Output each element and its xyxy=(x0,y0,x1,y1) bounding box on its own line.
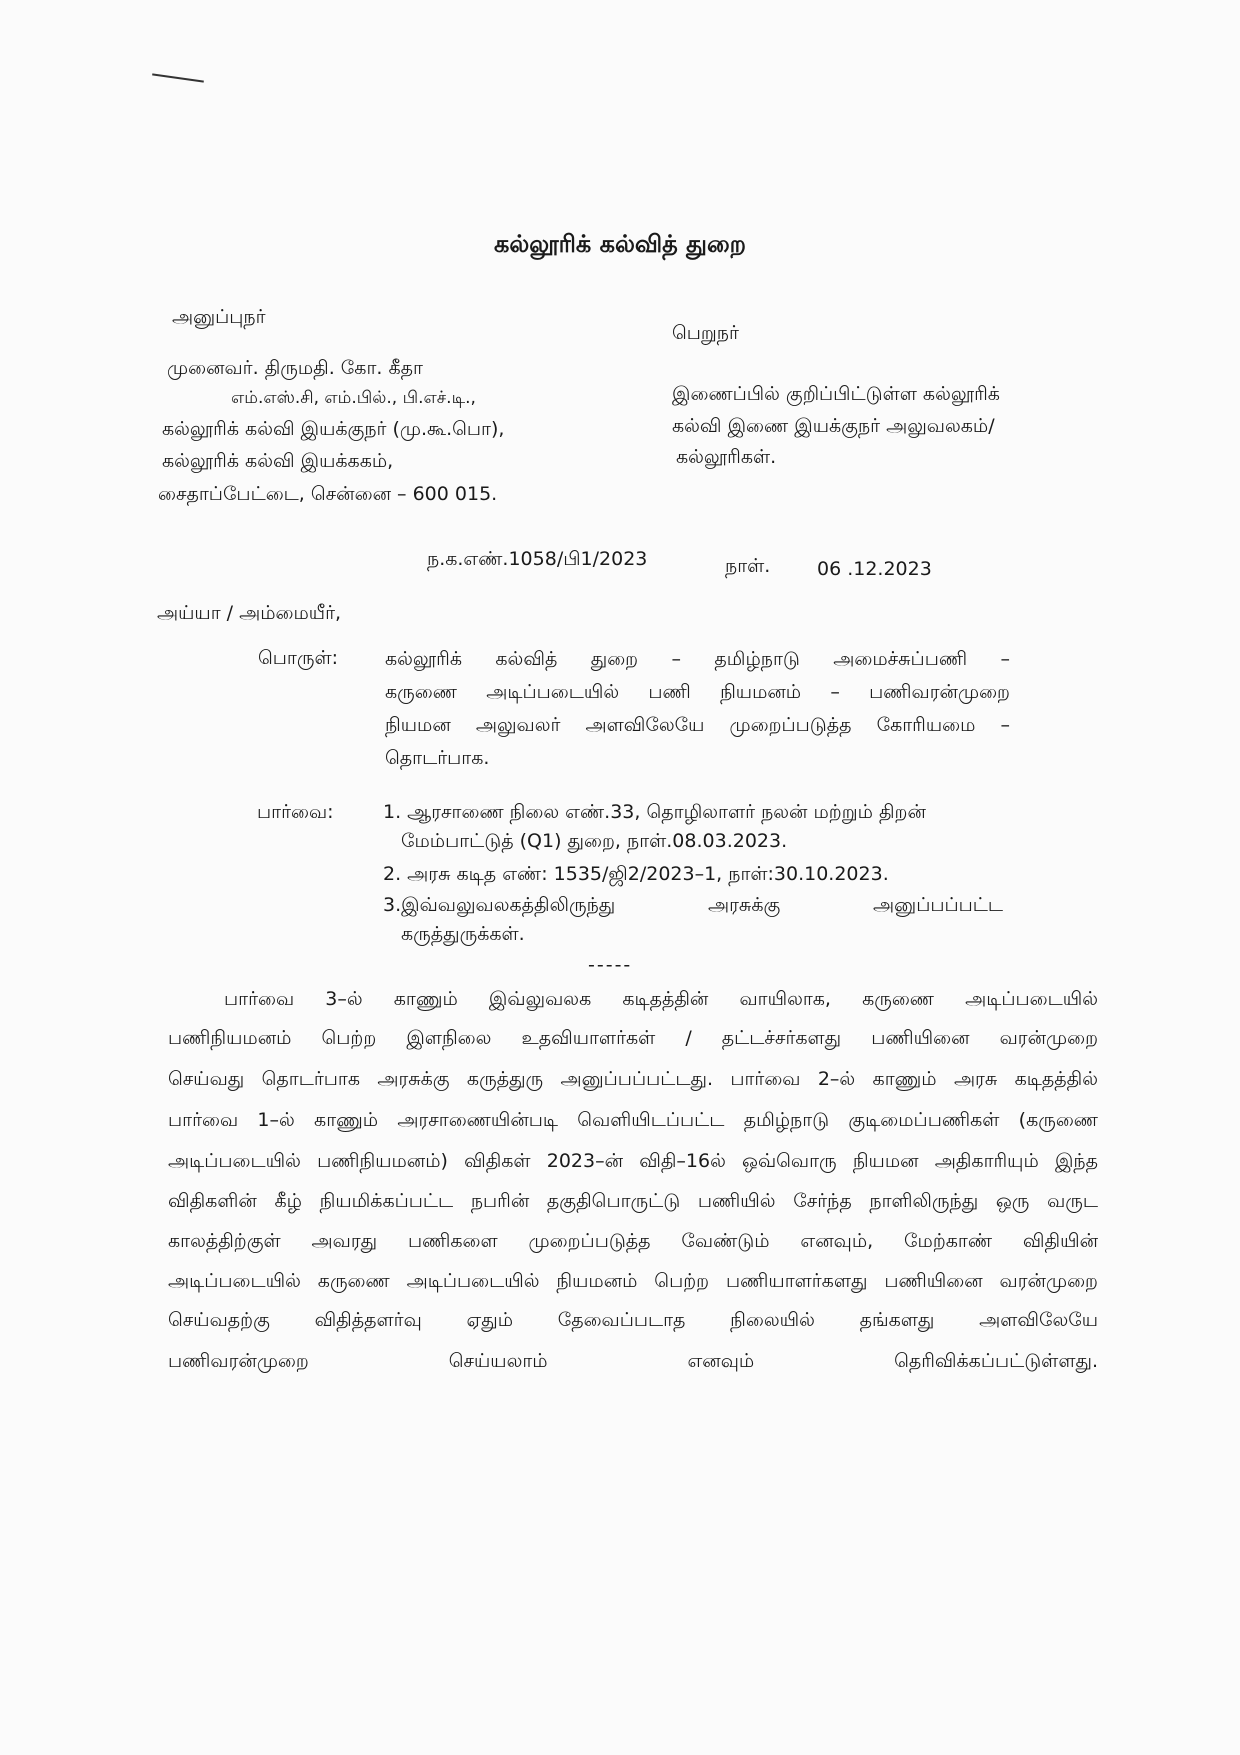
sender-line-2: எம்.எஸ்.சி, எம்.பில்., பி.எச்.டி., xyxy=(231,388,476,408)
references-label: பார்வை: xyxy=(257,801,334,823)
recipient-line-3: கல்லூரிகள். xyxy=(676,446,777,468)
recipient-line-1: இணைப்பில் குறிப்பிட்டுள்ள கல்லூரிக் xyxy=(672,383,1000,405)
separator: ----- xyxy=(588,954,633,976)
body-line-5: அடிப்படையில் பணிநியமனம்) விதிகள் 2023–ன் விதி–16ல் ஒவ்வொரு நியமன அதிகாரியும் இந்த xyxy=(168,1150,1098,1172)
body-line-4: பார்வை 1–ல் காணும் அரசாணையின்படி வெளியிடப்பட்ட தமிழ்நாடு குடிமைப்பணிகள் (கருணை xyxy=(168,1109,1098,1131)
reference-2: 2. அரசு கடித எண்: 1535/ஜி2/2023–1, நாள்:30.10.2023. xyxy=(383,863,889,885)
subject-line-3: நியமன அலுவலர் அளவிலேயே முறைப்படுத்த கோரியமை – xyxy=(385,714,1010,736)
body-line-6: விதிகளின் கீழ் நியமிக்கப்பட்ட நபரின் தகுதிபொருட்டு பணியில் சேர்ந்த நாளிலிருந்து ஒரு வருட xyxy=(168,1190,1098,1212)
recipient-label: பெறுநர் xyxy=(672,322,739,344)
recipient-line-2: கல்வி இணை இயக்குநர் அலுவலகம்/ xyxy=(672,415,995,437)
body-line-9: செய்வதற்கு விதித்தளர்வு ஏதும் தேவைப்படாத நிலையில் தங்களது அளவிலேயே xyxy=(168,1309,1098,1331)
body-line-7: காலத்திற்குள் அவரது பணிகளை முறைப்படுத்த வேண்டும் எனவும், மேற்காண் விதியின் xyxy=(168,1230,1098,1252)
body-line-3: செய்வது தொடர்பாக அரசுக்கு கருத்துரு அனுப்பப்பட்டது. பார்வை 2–ல் காணும் அரசு கடிதத்தில் xyxy=(168,1068,1098,1090)
subject-label: பொருள்: xyxy=(258,647,339,669)
reference-3-line-1: 3.இவ்வலுவலகத்திலிருந்து அரசுக்கு அனுப்பப்பட்ட xyxy=(383,894,1003,916)
reference-1-line-1: 1. ஆரசாணை நிலை எண்.33, தொழிலாளர் நலன் மற்றும் திறன் xyxy=(383,801,926,823)
sender-line-3: கல்லூரிக் கல்வி இயக்குநர் (மு.கூ.பொ), xyxy=(162,418,505,440)
reference-number: ந.க.எண்.1058/பி1/2023 xyxy=(427,548,648,570)
body-line-8: அடிப்படையில் கருணை அடிப்படையில் நியமனம் பெற்ற பணியாளர்களது பணியினை வரன்முறை xyxy=(168,1270,1098,1292)
subject-line-4: தொடர்பாக. xyxy=(385,747,490,769)
sender-line-1: முனைவர். திருமதி. கோ. கீதா xyxy=(167,357,423,379)
pen-mark xyxy=(152,73,204,82)
sender-line-4: கல்லூரிக் கல்வி இயக்ககம், xyxy=(162,450,394,472)
reference-1-line-2: மேம்பாட்டுத் (Q1) துறை, நாள்.08.03.2023. xyxy=(401,830,788,852)
body-line-2: பணிநியமனம் பெற்ற இளநிலை உதவியாளர்கள் / தட்டச்சர்களது பணியினை வரன்முறை xyxy=(168,1027,1098,1049)
reference-3-line-2: கருத்துருக்கள். xyxy=(401,923,525,945)
date-value: 06 .12.2023 xyxy=(817,558,932,580)
sender-line-5: சைதாப்பேட்டை, சென்னை – 600 015. xyxy=(158,483,498,505)
subject-line-2: கருணை அடிப்படையில் பணி நியமனம் – பணிவரன்முறை xyxy=(385,681,1010,703)
sender-label: அனுப்புநர் xyxy=(172,306,266,328)
body-line-1: பார்வை 3–ல் காணும் இவ்லுவலக கடிதத்தின் வாயிலாக, கருணை அடிப்படையில் xyxy=(224,988,1098,1010)
subject-line-1: கல்லூரிக் கல்வித் துறை – தமிழ்நாடு அமைச்சுப்பணி – xyxy=(385,648,1010,670)
date-label: நாள். xyxy=(725,555,771,577)
department-heading: கல்லூரிக் கல்வித் துறை xyxy=(493,230,747,258)
body-line-10: பணிவரன்முறை செய்யலாம் எனவும் தெரிவிக்கப்பட்டுள்ளது. xyxy=(168,1350,1098,1372)
salutation: அய்யா / அம்மையீர், xyxy=(157,602,342,624)
